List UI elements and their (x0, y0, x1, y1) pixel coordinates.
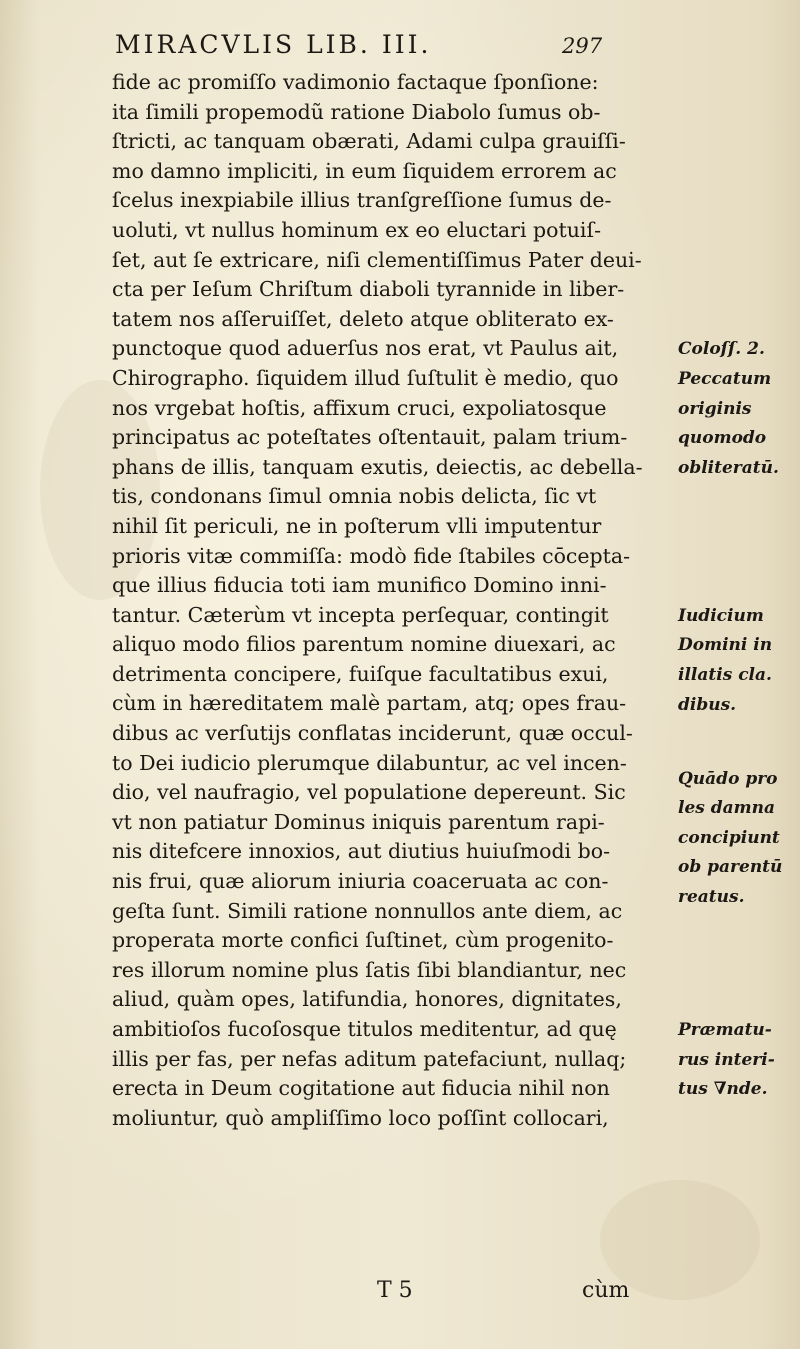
text-line: uoluti, vt nullus hominum ex eo eluctari potuiſ- (112, 217, 602, 242)
catchword: cùm (582, 1278, 630, 1303)
text-line: nis ditefcere innoxios, aut diutius huiuſmodi bo- (112, 839, 611, 864)
margin-note: rus interi- (678, 1049, 775, 1070)
text-line: mo damno impliciti, in eum ſiquidem errorem ac (112, 158, 617, 183)
text-line: punctoque quod aduerſus nos erat, vt Paulus ait, (112, 336, 619, 361)
text-line: ambitioſos fucoſosque titulos meditentur, ad quę (112, 1017, 617, 1041)
text-line: ita ſimili propemodũ ratione Diabolo ſumus ob- (112, 99, 601, 124)
margin-note: Quādo pro (678, 768, 778, 789)
text-line: fide ac promiſſo vadimonio factaque ſponſione: (112, 70, 599, 94)
margin-note: tus ∇nde. (678, 1079, 768, 1100)
text-line: nis frui, quæ aliorum iniuria coaceruata ac con- (112, 869, 609, 894)
text-line: geſta ſunt. Simili ratione nonnullos ante diem, ac (112, 898, 623, 923)
text-line: ſet, aut ſe extricare, niſi clementiſſimus Pater deui- (112, 247, 642, 272)
text-line: ſtricti, ac tanquam obærati, Adami culpa grauiſſi- (112, 129, 626, 154)
text-line: tantur. Cæterùm vt incepta perſequar, contingit (112, 602, 609, 627)
text-line: tis, condonans ſimul omnia nobis delicta, ſic vt (112, 484, 597, 509)
margin-note: Peccatum (678, 369, 772, 389)
text-line: dibus ac verſutijs conflatas inciderunt, quæ occul- (112, 721, 633, 746)
margin-note: quomodo (678, 428, 767, 449)
margin-note: Domini in (678, 635, 773, 656)
text-line: erecta in Deum cogitatione aut fiducia nihil non (112, 1076, 610, 1101)
margin-note: Præmatu- (678, 1020, 772, 1041)
margin-note: reatus. (678, 887, 745, 907)
text-line: aliquo modo filios parentum nomine diuexari, ac (112, 632, 616, 657)
text-line: cùm in hæreditatem malè partam, atq; opes frau- (112, 691, 627, 716)
body-text (112, 68, 672, 1133)
page-footer (112, 1278, 712, 1314)
text-line: phans de illis, tanquam exutis, deiectis, ac debella- (112, 454, 643, 479)
margin-note: illatis cla. (678, 665, 772, 685)
text-line: nos vrgebat hoſtis, affixum cruci, expoliatosque (112, 395, 607, 420)
text-line: dio, vel naufragio, vel populatione depereunt. Sic (112, 780, 626, 805)
margin-note: ob parentū (678, 857, 783, 878)
text-line: cta per Ieſum Chriſtum diaboli tyrannide in liber- (112, 277, 625, 302)
page-header (115, 30, 715, 70)
text-line: properata morte confici ſuſtinet, cùm progenito- (112, 928, 614, 953)
running-head: MIRACVLIS LIB. III. (115, 30, 432, 59)
text-line: detrimenta concipere, fuiſque facultatibus exui, (112, 661, 609, 686)
text-line: principatus ac poteſtates oſtentauit, palam trium- (112, 425, 628, 450)
text-line: vt non patiatur Dominus iniquis parentum rapi- (112, 809, 605, 834)
margin-note: obliteratū. (678, 457, 779, 478)
text-line: illis per fas, per nefas aditum patefaciunt, nullaq; (112, 1046, 627, 1071)
text-line: nihil ſit periculi, ne in poſterum vlli imputentur (112, 513, 602, 538)
text-line: tatem nos aſſeruiſſet, deleto atque obliterato ex- (112, 306, 614, 331)
text-line: que illius fiducia toti iam munifico Domino inni- (112, 573, 607, 598)
margin-note: Coloſſ. 2. (678, 339, 765, 360)
page-number: 297 (562, 34, 603, 58)
text-line: ſcelus inexpiabile illius tranſgreſſione ſumus de- (112, 188, 612, 213)
text-line: aliud, quàm opes, latifundia, honores, dignitates, (112, 987, 622, 1012)
text-line: moliuntur, quò ampliſſimo loco poſſint collocari, (112, 1105, 609, 1130)
margin-note: concipiunt (678, 827, 780, 848)
text-line: res illorum nomine plus ſatis ſibi blandiantur, nec (112, 957, 627, 982)
margin-note: Iudicium (678, 605, 764, 626)
text-line: to Dei iudicio plerumque dilabuntur, ac vel incen- (112, 750, 627, 775)
margin-note: dibus. (678, 694, 737, 715)
margin-note: originis (678, 398, 752, 419)
signature-mark: T 5 (377, 1278, 413, 1303)
text-line: Chirographo. ſiquidem illud ſuſtulit è medio, quo (112, 365, 619, 390)
margin-note: les damna (678, 798, 776, 819)
text-line: prioris vitæ commiſſa: modò fide ſtabiles cōcepta- (112, 543, 631, 568)
